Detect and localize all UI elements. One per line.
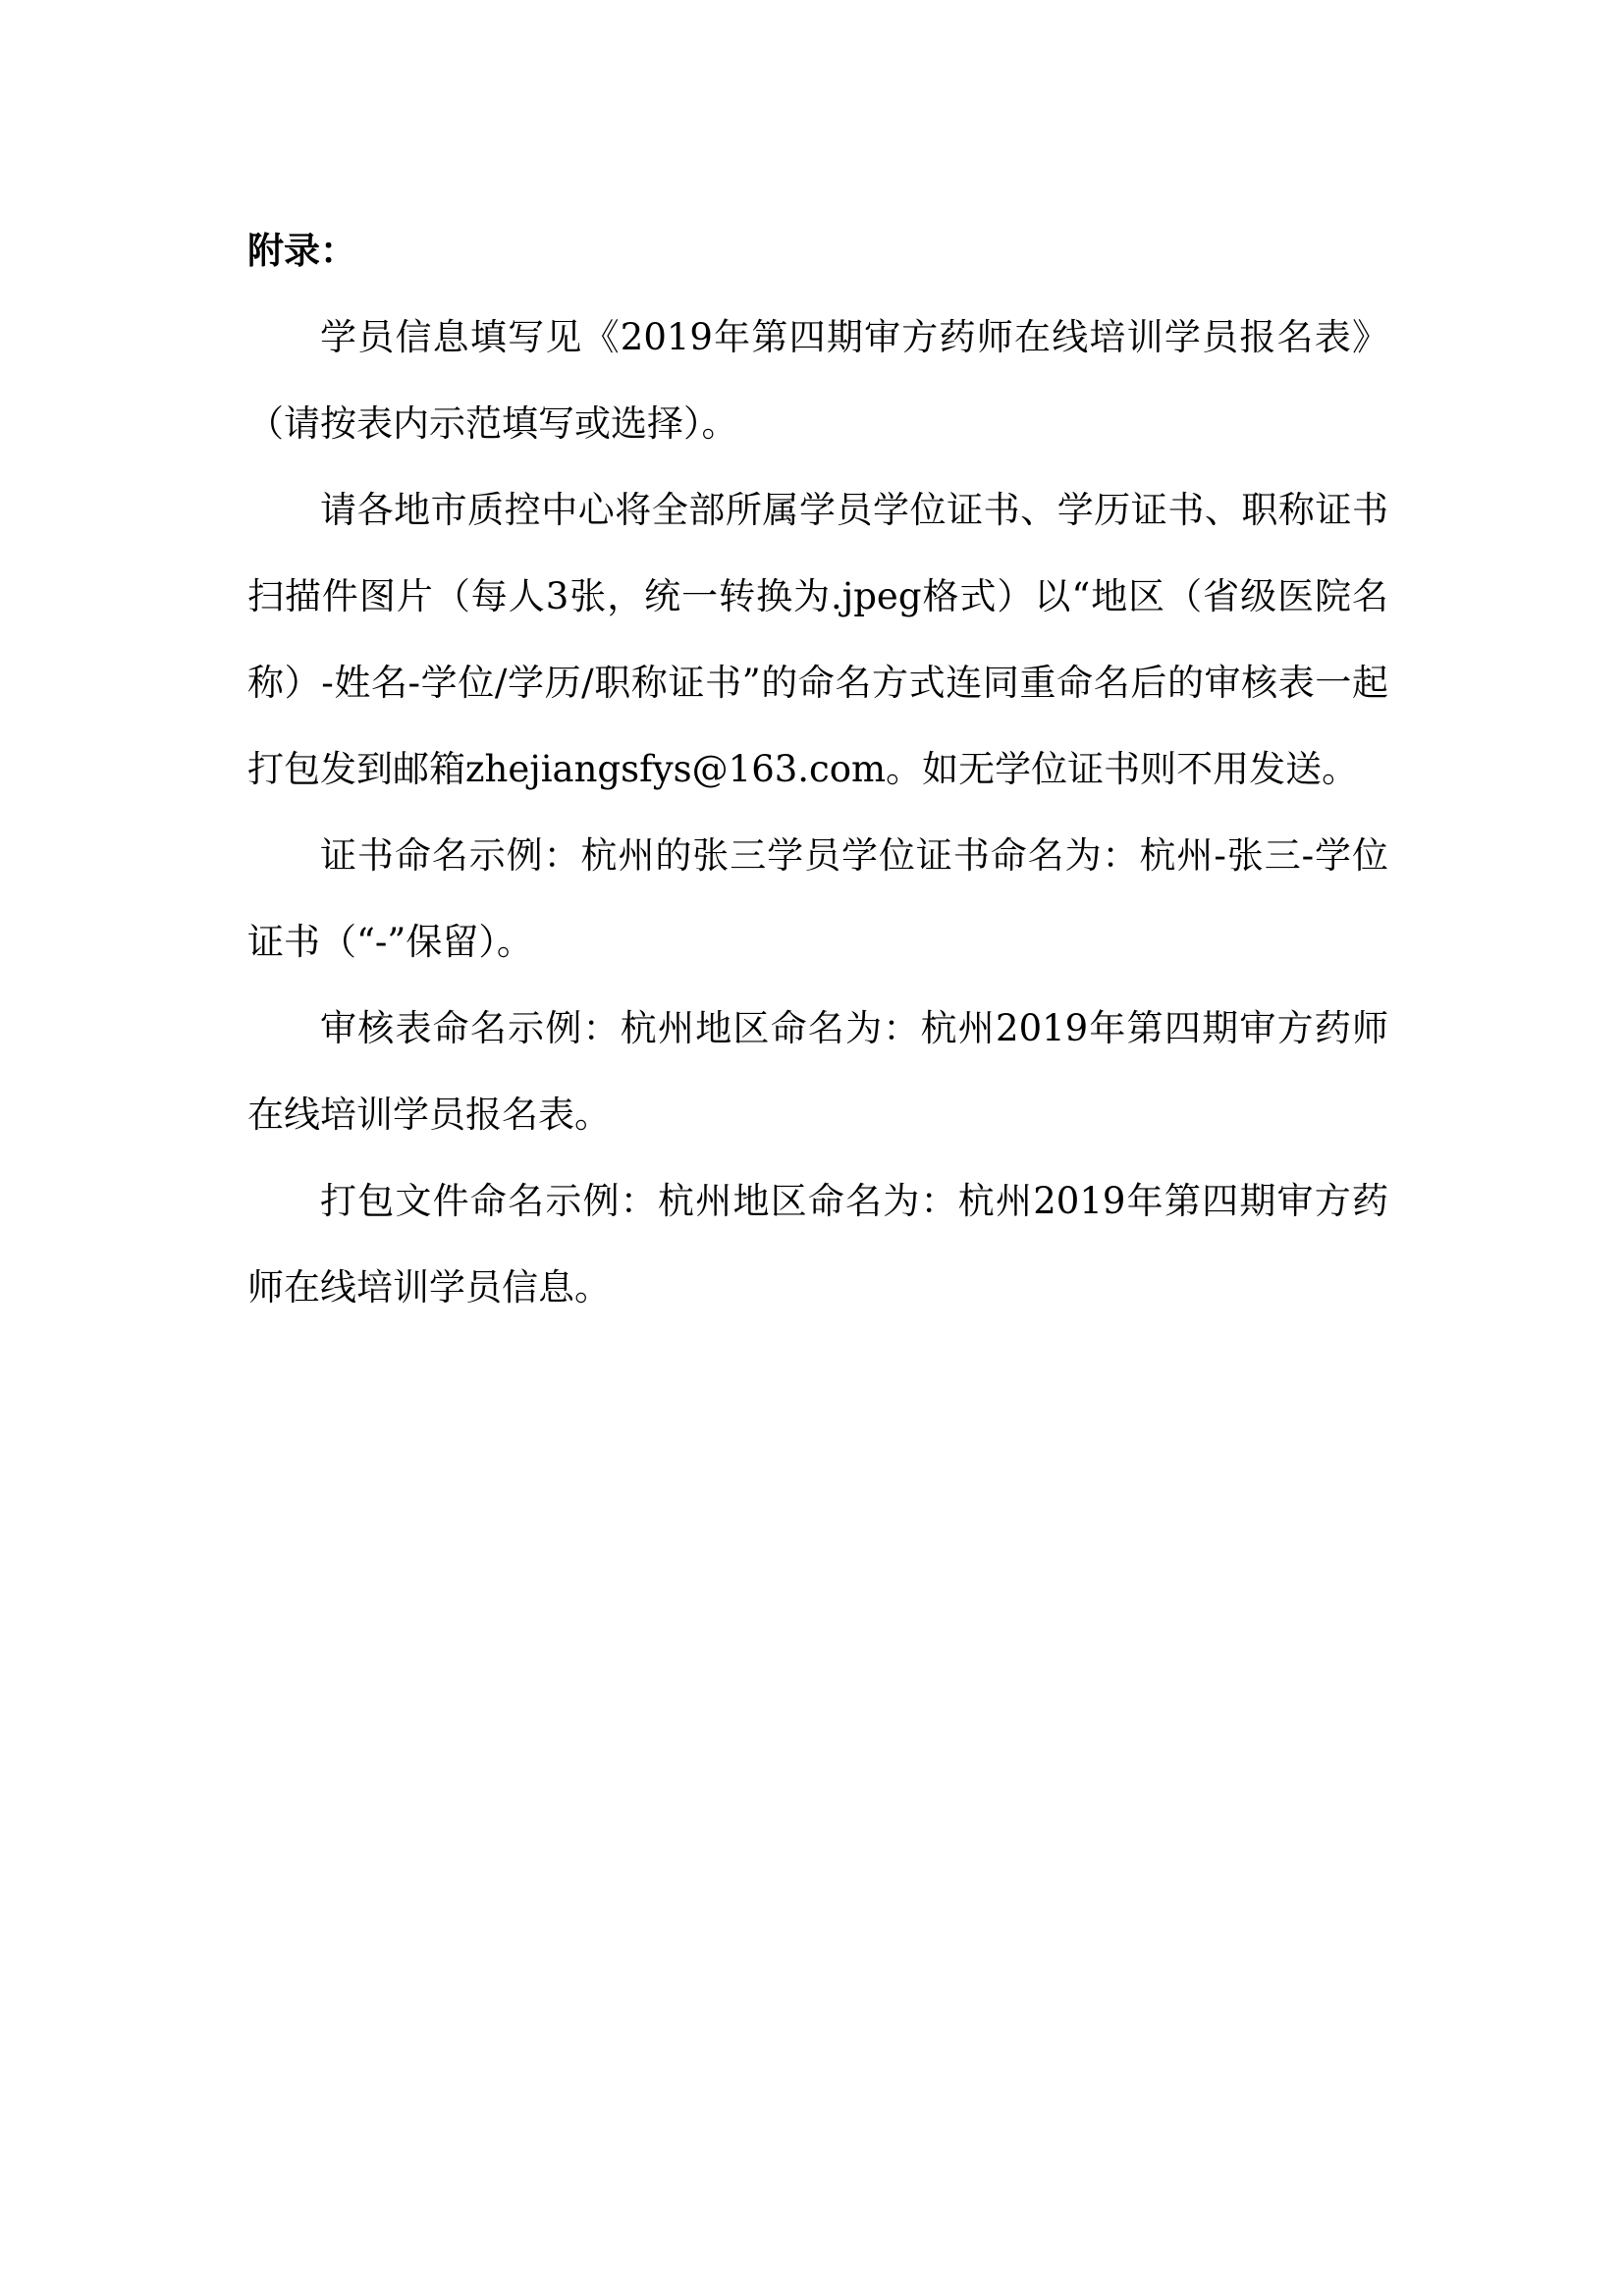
paragraph-submission-instructions: 请各地市质控中心将全部所属学员学位证书、学历证书、职称证书扫描件图片（每人3张，统一转换为.jpeg格式）以“地区（省级医院名称）-姓名-学位/学历/职称证书”的命名方式连同重命名后的审核表一起打包发到邮箱zhejiangsfys@163.com。如无学位证书则不用发送。 [247,489,1388,790]
appendix-heading: 附录： [247,230,356,272]
paragraph-review-form-naming-example: 审核表命名示例：杭州地区命名为：杭州2019年第四期审方药师在线培训学员报名表。 [247,1007,1388,1136]
paragraph-package-naming-example: 打包文件命名示例：杭州地区命名为：杭州2019年第四期审方药师在线培训学员信息。 [247,1180,1388,1308]
paragraph-registration-form: 学员信息填写见《2019年第四期审方药师在线培训学员报名表》（请按表内示范填写或选择）。 [247,316,1388,445]
paragraph-certificate-naming-example: 证书命名示例：杭州的张三学员学位证书命名为：杭州-张三-学位证书（“-”保留）。 [247,834,1388,963]
document-body [247,208,1388,1331]
